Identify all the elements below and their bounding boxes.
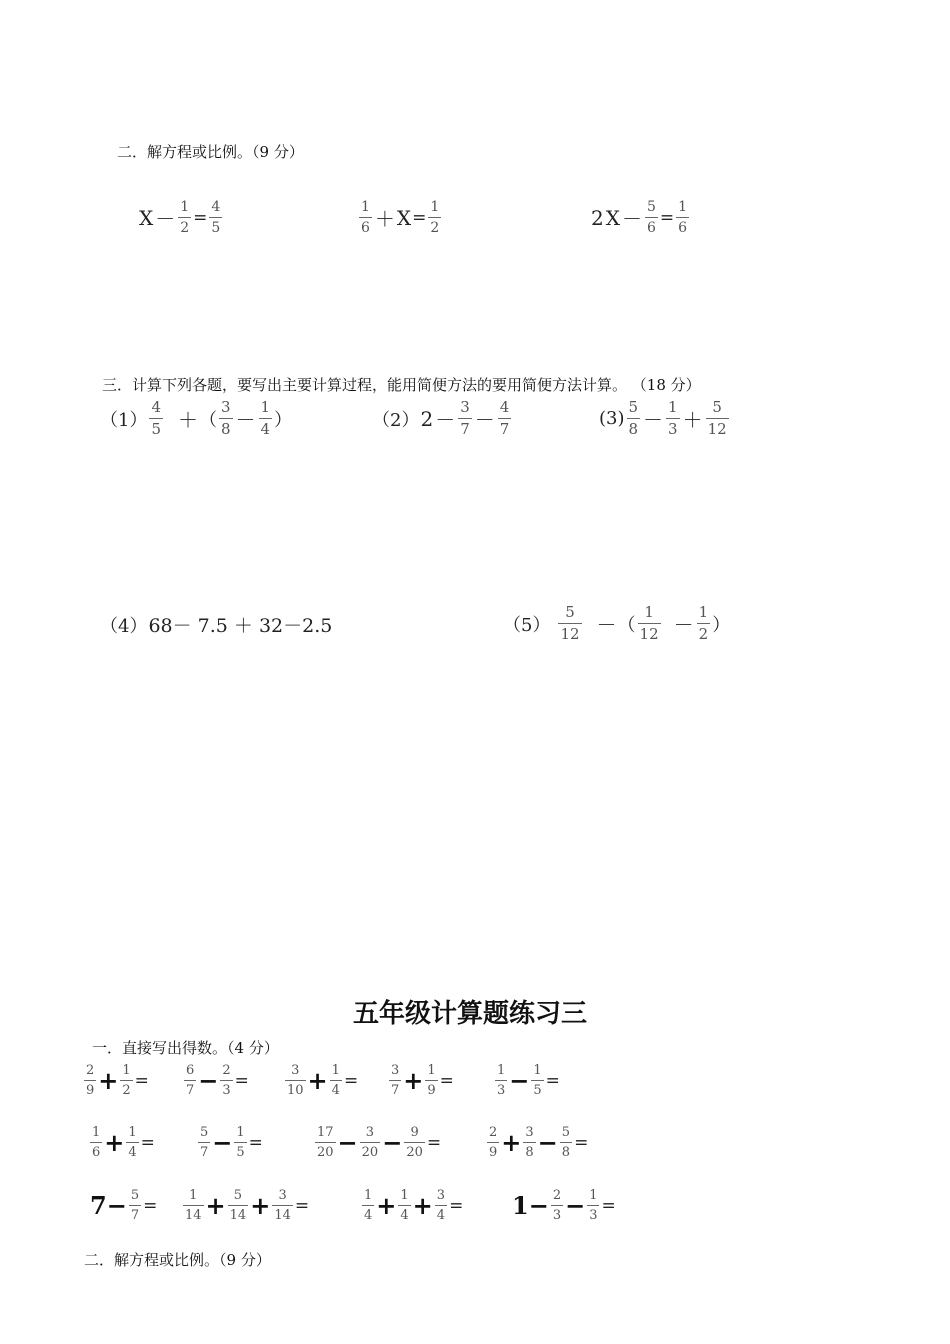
denominator: 4 (331, 1083, 340, 1098)
fraction-bar (178, 217, 191, 218)
fraction-bar (149, 418, 163, 419)
fraction-bar (523, 1142, 535, 1143)
numerator: 1 (644, 603, 654, 621)
fraction (178, 200, 191, 235)
numerator: 2 (489, 1125, 498, 1140)
denominator: 5 (236, 1145, 245, 1160)
fraction (129, 1189, 141, 1222)
section-heading-calculations: 三．计算下列各题，要写出主要计算过程，能用简便方法的要用简便方法计算。 （18 分） (102, 376, 701, 394)
fraction (198, 1126, 210, 1159)
exercise-item (182, 1064, 249, 1097)
denominator: 4 (436, 1208, 446, 1223)
fraction (362, 1189, 374, 1222)
numerator: 3 (221, 398, 231, 416)
exercise-item (485, 1126, 588, 1159)
fraction-bar (498, 418, 512, 419)
whole-number: 7 (90, 1191, 107, 1220)
fraction (676, 200, 689, 235)
denominator: 8 (561, 1145, 571, 1160)
denominator: 9 (489, 1145, 498, 1160)
numerator: 1 (497, 1063, 506, 1078)
denominator: 7 (200, 1145, 209, 1160)
operator: − (537, 1128, 558, 1157)
fraction-bar (330, 1080, 342, 1081)
operator: − (198, 1066, 219, 1095)
fraction-bar (706, 418, 729, 419)
fraction-bar (697, 623, 711, 624)
fraction-bar (209, 217, 222, 218)
denominator: 7 (186, 1083, 195, 1098)
section-heading-mental-math: 一．直接写出得数。（4 分） (92, 1039, 279, 1057)
equals-sign: = (140, 1132, 155, 1153)
fraction (90, 1126, 102, 1159)
coefficient: 2 (591, 205, 604, 230)
denominator: 5 (151, 420, 161, 438)
numerator: 17 (317, 1125, 334, 1140)
fraction (697, 605, 711, 642)
fraction-bar (428, 217, 441, 218)
fraction-bar (315, 1142, 336, 1143)
operator: － (596, 613, 617, 637)
operator: − (382, 1128, 403, 1157)
numerator: 1 (427, 1063, 436, 1078)
fraction-bar (219, 418, 233, 419)
equation-3 (590, 200, 691, 235)
equals-sign: = (545, 1070, 560, 1091)
problem-4 (100, 611, 333, 638)
denominator: 9 (86, 1083, 95, 1098)
denominator: 14 (229, 1208, 247, 1223)
numerator: 4 (499, 398, 510, 416)
operator: − (509, 1066, 530, 1095)
fraction-bar (645, 217, 658, 218)
numerator: 1 (533, 1063, 542, 1078)
operator: − (106, 1191, 127, 1220)
denominator: 6 (92, 1145, 101, 1160)
denominator: 6 (361, 220, 370, 236)
left-paren: （ (199, 409, 217, 431)
denominator: 5 (533, 1083, 542, 1098)
fraction (228, 1189, 249, 1222)
equals-sign: = (248, 1132, 263, 1153)
fraction (359, 200, 372, 235)
numerator: 1 (260, 398, 271, 416)
numerator: 3 (291, 1063, 300, 1078)
fraction-bar (272, 1205, 293, 1206)
numerator: 1 (698, 603, 709, 621)
operator: － (155, 207, 176, 231)
numerator: 1 (430, 199, 440, 215)
denominator: 20 (317, 1145, 334, 1160)
problem-label: （5） (503, 614, 551, 636)
denominator: 12 (560, 625, 580, 643)
denominator: 2 (122, 1083, 131, 1098)
section-heading-equations-2: 二．解方程或比例。（9 分） (84, 1251, 271, 1269)
variable-x: X (139, 205, 154, 230)
operator: － (621, 207, 642, 231)
denominator: 4 (128, 1145, 137, 1160)
denominator: 7 (391, 1083, 400, 1098)
problem-2 (372, 400, 513, 437)
fraction (219, 400, 233, 437)
fraction-bar (627, 418, 641, 419)
denominator: 4 (260, 420, 271, 438)
denominator: 8 (221, 420, 231, 438)
fraction (360, 1126, 381, 1159)
right-paren: ） (712, 614, 731, 636)
fraction (428, 200, 441, 235)
fraction (706, 400, 729, 437)
variable-x: X (396, 205, 412, 230)
equals-sign: = (659, 207, 675, 228)
exercise-item (360, 1189, 463, 1222)
exercise-item (88, 1126, 155, 1159)
exercise-item (493, 1064, 560, 1097)
denominator: 6 (646, 220, 656, 236)
fraction-bar (220, 1080, 232, 1081)
numerator: 1 (589, 1188, 598, 1203)
fraction (330, 1064, 342, 1097)
denominator: 3 (552, 1208, 562, 1223)
fraction-bar (666, 418, 680, 419)
numerator: 1 (361, 199, 370, 215)
fraction-bar (198, 1142, 210, 1143)
operator: − (565, 1191, 586, 1220)
operator: − (528, 1191, 549, 1220)
fraction (272, 1189, 293, 1222)
denominator: 4 (364, 1208, 373, 1223)
denominator: 6 (678, 220, 688, 236)
fraction-bar (362, 1205, 374, 1206)
numerator: 5 (561, 1125, 571, 1140)
equals-sign: = (343, 1070, 359, 1091)
numerator: 3 (278, 1188, 287, 1203)
fraction (627, 400, 641, 437)
operator: + (250, 1191, 271, 1220)
numerator: 1 (180, 199, 190, 215)
denominator: 3 (222, 1083, 231, 1098)
fraction-bar (234, 1142, 246, 1143)
denominator: 12 (707, 420, 727, 438)
numerator: 2 (552, 1188, 562, 1203)
fraction (523, 1126, 535, 1159)
denominator: 3 (589, 1208, 598, 1223)
denominator: 2 (180, 220, 190, 236)
numerator: 5 (646, 199, 656, 215)
exercise-item (196, 1126, 263, 1159)
problem-1 (100, 400, 292, 437)
operator: － (474, 408, 495, 432)
fraction (498, 400, 512, 437)
fraction (149, 400, 163, 437)
equals-sign: = (426, 1132, 442, 1153)
fraction-bar (398, 1205, 410, 1206)
operator: − (212, 1128, 233, 1157)
equation-1 (138, 200, 224, 235)
numerator: 1 (364, 1188, 373, 1203)
left-paren: （ (617, 614, 636, 636)
page-title: 五年级计算题练习三 (353, 999, 588, 1029)
fraction-bar (558, 623, 581, 624)
fraction-bar (184, 1080, 196, 1081)
equals-sign: = (193, 207, 208, 228)
fraction (389, 1064, 401, 1097)
fraction (234, 1126, 246, 1159)
denominator: 9 (427, 1083, 436, 1098)
fraction (120, 1064, 132, 1097)
numerator: 5 (712, 398, 722, 416)
right-paren: ） (274, 409, 293, 431)
operator: － (435, 408, 456, 432)
denominator: 3 (668, 420, 678, 438)
fraction-bar (531, 1080, 543, 1081)
fraction-bar (404, 1142, 425, 1143)
denominator: 2 (430, 220, 440, 236)
operator: ＋ (374, 207, 395, 231)
fraction-bar (259, 418, 273, 419)
fraction-bar (676, 217, 689, 218)
numerator: 5 (200, 1125, 209, 1140)
numerator: 1 (236, 1125, 245, 1140)
numerator: 5 (233, 1188, 243, 1203)
fraction-bar (560, 1142, 572, 1143)
denominator: 2 (698, 625, 709, 643)
operator: − (337, 1128, 358, 1157)
numerator: 3 (525, 1125, 534, 1140)
denominator: 7 (130, 1208, 140, 1223)
fraction (398, 1189, 410, 1222)
operator: － (643, 408, 664, 432)
fraction (315, 1126, 336, 1159)
fraction (425, 1064, 437, 1097)
equals-sign: = (449, 1195, 464, 1216)
equals-sign: = (294, 1195, 310, 1216)
denominator: 7 (499, 420, 510, 438)
operator: + (98, 1066, 119, 1095)
fraction (404, 1126, 425, 1159)
fraction (495, 1064, 507, 1097)
fraction (84, 1064, 96, 1097)
problem-label: （2） (372, 409, 420, 431)
numerator: 1 (92, 1125, 101, 1140)
operator: ＋ (682, 408, 703, 432)
whole-number: 1 (512, 1191, 529, 1220)
numerator: 6 (186, 1063, 195, 1078)
numerator: 3 (365, 1125, 375, 1140)
numerator: 1 (400, 1188, 409, 1203)
fraction-bar (435, 1205, 447, 1206)
operator: + (403, 1066, 424, 1095)
numerator: 1 (189, 1188, 198, 1203)
fraction-bar (638, 623, 661, 624)
variable-x: X (605, 205, 620, 230)
fraction-bar (183, 1205, 204, 1206)
fraction-bar (551, 1205, 563, 1206)
numerator: 3 (460, 398, 470, 416)
numerator: 5 (565, 603, 575, 621)
numerator: 2 (86, 1063, 95, 1078)
fraction (551, 1189, 563, 1222)
fraction-bar (425, 1080, 437, 1081)
denominator: 14 (274, 1208, 291, 1223)
numerator: 3 (391, 1063, 400, 1078)
fraction-bar (458, 418, 472, 419)
operator: + (205, 1191, 226, 1220)
denominator: 12 (639, 625, 659, 643)
denominator: 5 (211, 220, 221, 236)
problem-3 (599, 400, 731, 437)
problem-5 (503, 605, 730, 642)
fraction-bar (129, 1205, 141, 1206)
operator: + (501, 1128, 522, 1157)
operator: ＋ (178, 408, 198, 432)
fraction-bar (587, 1205, 599, 1206)
exercise-item (283, 1064, 358, 1097)
numerator: 3 (436, 1188, 446, 1203)
equals-sign: = (439, 1070, 454, 1091)
numerator: 5 (628, 398, 639, 416)
denominator: 14 (185, 1208, 202, 1223)
exercise-item (512, 1189, 616, 1222)
fraction (259, 400, 273, 437)
denominator: 3 (497, 1083, 506, 1098)
operator: + (412, 1191, 433, 1220)
fraction (285, 1064, 306, 1097)
equals-sign: = (234, 1070, 249, 1091)
operator: + (104, 1128, 125, 1157)
operator: － (673, 613, 694, 637)
numerator: 5 (130, 1188, 140, 1203)
fraction-bar (495, 1080, 507, 1081)
denominator: 8 (628, 420, 639, 438)
fraction (126, 1126, 138, 1159)
exercise-item (387, 1064, 454, 1097)
expression-text: 68－ 7.5 ＋ 32－2.5 (148, 615, 333, 637)
equals-sign: = (574, 1132, 589, 1153)
fraction-bar (90, 1142, 102, 1143)
operator: + (376, 1191, 397, 1220)
exercise-item (90, 1189, 157, 1222)
numerator: 1 (128, 1125, 137, 1140)
numerator: 1 (122, 1063, 131, 1078)
section-heading-equations: 二．解方程或比例。（9 分） (117, 143, 304, 161)
equals-sign: = (134, 1070, 149, 1091)
numerator: 4 (151, 398, 161, 416)
fraction-bar (228, 1205, 249, 1206)
whole-number: 2 (420, 406, 434, 431)
fraction-bar (359, 217, 372, 218)
fraction (184, 1064, 196, 1097)
fraction (587, 1189, 599, 1222)
numerator: 1 (331, 1063, 340, 1078)
fraction-bar (360, 1142, 381, 1143)
fraction (183, 1189, 204, 1222)
numerator: 4 (211, 199, 221, 215)
equals-sign: = (412, 207, 427, 228)
operator: － (235, 408, 256, 432)
problem-label: （1） (100, 409, 148, 431)
problem-label: （4） (100, 615, 148, 637)
fraction-bar (389, 1080, 401, 1081)
denominator: 8 (525, 1145, 534, 1160)
fraction-bar (487, 1142, 499, 1143)
fraction (645, 200, 658, 235)
numerator: 2 (222, 1063, 231, 1078)
fraction (558, 605, 581, 642)
fraction (209, 200, 222, 235)
exercise-item (313, 1126, 441, 1159)
fraction (435, 1189, 447, 1222)
equation-2 (357, 200, 443, 235)
equals-sign: = (143, 1195, 158, 1216)
fraction (487, 1126, 499, 1159)
fraction (220, 1064, 232, 1097)
fraction (666, 400, 680, 437)
fraction (531, 1064, 543, 1097)
exercise-item (82, 1064, 149, 1097)
denominator: 4 (400, 1208, 409, 1223)
denominator: 20 (361, 1145, 379, 1160)
denominator: 20 (406, 1145, 423, 1160)
equals-sign: = (601, 1195, 616, 1216)
exercise-item (181, 1189, 309, 1222)
fraction (458, 400, 472, 437)
fraction-bar (126, 1142, 138, 1143)
denominator: 7 (460, 420, 470, 438)
numerator: 1 (678, 199, 688, 215)
fraction (638, 605, 661, 642)
numerator: 1 (668, 398, 678, 416)
fraction (560, 1126, 572, 1159)
operator: + (307, 1066, 328, 1095)
fraction-bar (120, 1080, 132, 1081)
problem-label: (3) (599, 408, 625, 429)
numerator: 9 (410, 1125, 419, 1140)
fraction-bar (285, 1080, 306, 1081)
fraction-bar (84, 1080, 96, 1081)
denominator: 10 (287, 1083, 304, 1098)
